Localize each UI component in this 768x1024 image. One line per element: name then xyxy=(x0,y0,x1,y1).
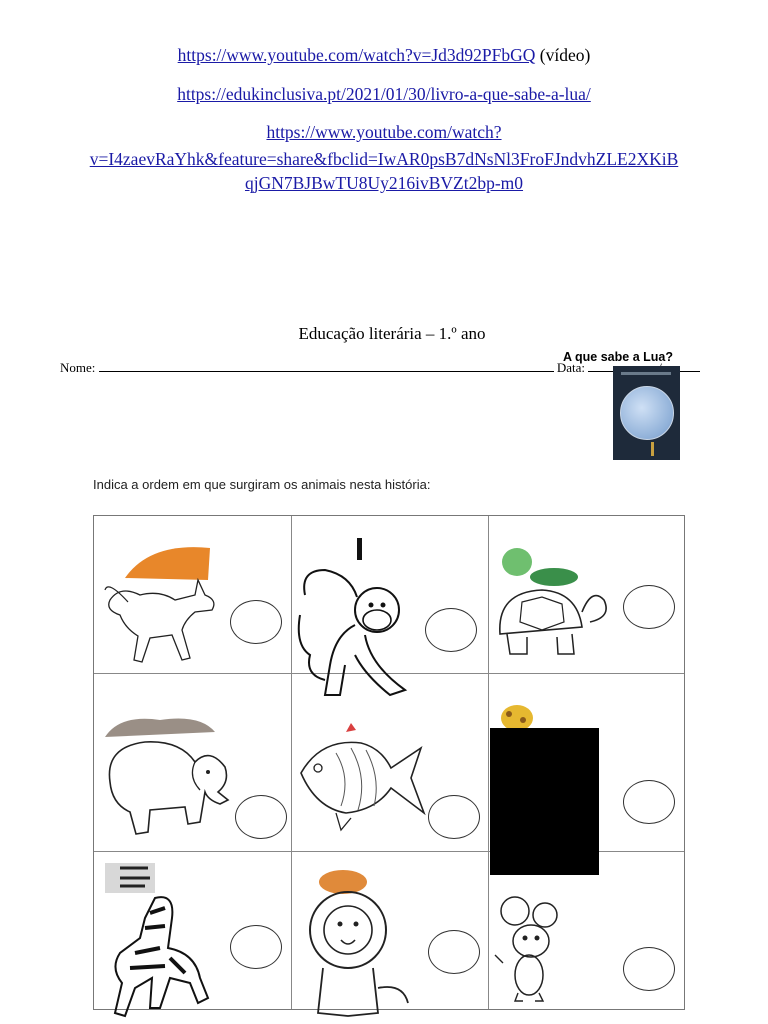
link-line-3b xyxy=(0,148,768,170)
youtube-link-1[interactable]: https://www.youtube.com/watch?v=Jd3d92PFbGQ xyxy=(177,45,536,65)
monkey-icon xyxy=(295,535,410,705)
order-oval-8[interactable] xyxy=(428,930,480,974)
name-label: Nome: xyxy=(60,360,96,375)
order-oval-7[interactable] xyxy=(230,925,282,969)
link-line-2 xyxy=(0,83,768,105)
order-oval-5[interactable] xyxy=(428,795,480,839)
order-oval-4[interactable] xyxy=(235,795,287,839)
fish-icon xyxy=(296,718,426,838)
redaction-block xyxy=(490,728,599,875)
book-cover-image xyxy=(613,366,680,460)
order-oval-6[interactable] xyxy=(623,780,675,824)
book-title: A que sabe a Lua? xyxy=(563,350,673,364)
mouse-icon xyxy=(493,893,565,1008)
date-label: Data: xyxy=(556,360,586,375)
link-line-3a xyxy=(0,121,768,143)
youtube-link-2-part-2[interactable]: v=I4zaevRaYhk&feature=share&fbclid=IwAR0psB7dNsNl3FroFJndvhZLE2XKiB xyxy=(89,149,679,169)
order-oval-3[interactable] xyxy=(623,585,675,629)
turtle-icon xyxy=(492,542,614,667)
edukinclusiva-link[interactable]: https://edukinclusiva.pt/2021/01/30/livro-a-que-sabe-a-lua/ xyxy=(177,84,591,104)
youtube-link-2-part-3[interactable]: qjGN7BJBwTU8Uy216ivBVZt2bp-m0 xyxy=(244,173,524,193)
link-line-3c xyxy=(0,172,768,194)
fox-icon xyxy=(100,540,225,680)
name-field[interactable] xyxy=(99,360,554,372)
moon-icon xyxy=(620,386,674,440)
zebra-icon xyxy=(100,858,215,1023)
video-label: (vídeo) xyxy=(535,45,591,65)
order-oval-9[interactable] xyxy=(623,947,675,991)
youtube-link-2-part-1[interactable]: https://www.youtube.com/watch? xyxy=(266,122,502,142)
worksheet-title: Educação literária – 1.º ano xyxy=(298,324,486,343)
elephant-icon xyxy=(100,712,235,842)
order-oval-1[interactable] xyxy=(230,600,282,644)
link-line-1 xyxy=(0,44,768,66)
lion-icon xyxy=(303,868,413,1023)
order-oval-2[interactable] xyxy=(425,608,477,652)
instruction-text: Indica a ordem em que surgiram os animais nesta história: xyxy=(93,477,431,492)
